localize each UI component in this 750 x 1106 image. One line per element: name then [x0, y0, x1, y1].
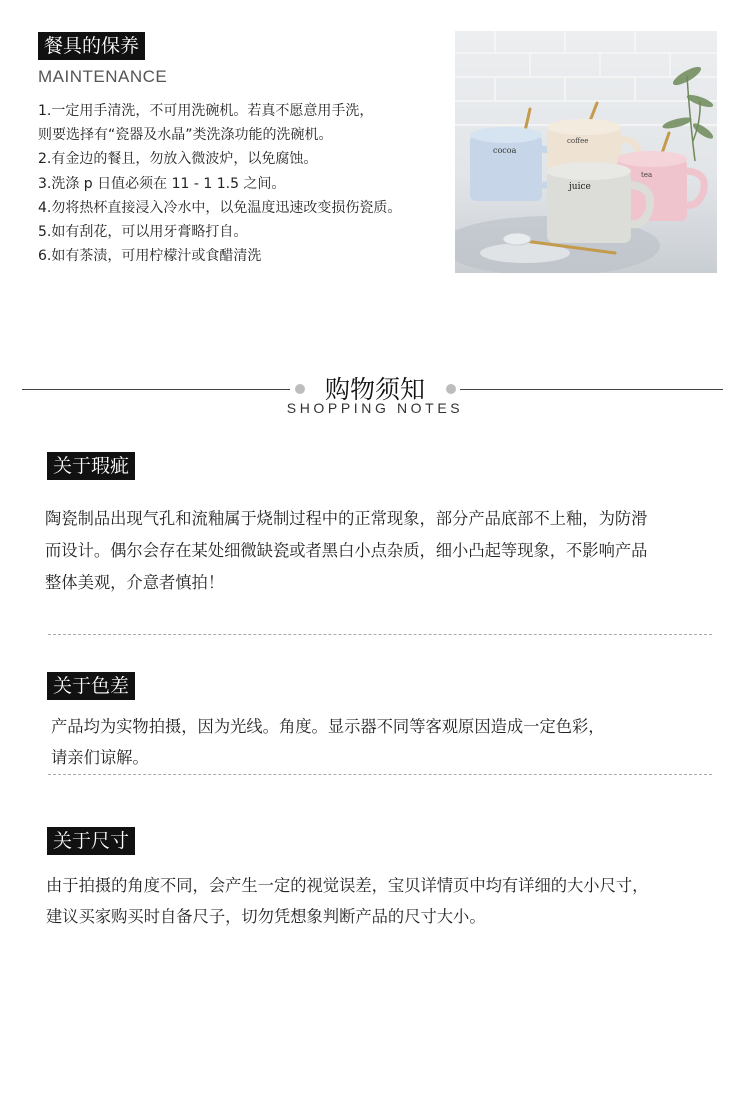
flaws-line: 而设计。偶尔会存在某处细微缺瓷或者黑白小点杂质，细小凸起等现象，不影响产品 — [45, 541, 648, 560]
maintenance-item: 4.勿将热杯直接浸入冷水中，以免温度迅速改变损伤瓷质。 — [38, 199, 402, 216]
maintenance-item: 5.如有刮花，可以用牙膏略打自。 — [38, 224, 248, 241]
flaws-title: 关于瑕疵 — [47, 452, 135, 480]
color-line: 产品均为实物拍摄，因为光线。角度。显示器不同等客观原因造成一定色彩， — [51, 717, 605, 736]
mug-label-juice: juice — [569, 182, 591, 192]
product-photo-mugs — [455, 31, 717, 273]
maintenance-subtitle: MAINTENANCE — [38, 67, 168, 86]
maintenance-item: 3.洗涤 p 日值必须在 11 - 1 1.5 之间。 — [38, 175, 286, 192]
mug-label-cocoa: cocoa — [493, 146, 517, 155]
size-line: 建议买家购买时自备尺子，切勿凭想象判断产品的尺寸大小。 — [46, 907, 486, 926]
flaws-line: 陶瓷制品出现气孔和流釉属于烧制过程中的正常现象，部分产品底部不上釉，为防滑 — [45, 509, 648, 528]
color-line: 请亲们谅解。 — [51, 748, 149, 767]
flaws-line: 整体美观，介意者慎拍！ — [45, 573, 225, 592]
divider-right — [460, 389, 723, 390]
maintenance-item: 2.有金边的餐且，勿放入微波炉，以免腐蚀。 — [38, 151, 318, 168]
maintenance-item: 6.如有茶渍，可用柠檬汁或食醋清洗 — [38, 248, 262, 265]
maintenance-item: 1.一定用手清洗，不可用洗碗机。若真不愿意用手洗， — [38, 103, 374, 119]
size-title: 关于尺寸 — [47, 827, 135, 855]
size-line: 由于拍摄的角度不同，会产生一定的视觉误差，宝贝详情页中均有详细的大小尺寸， — [46, 876, 649, 895]
maintenance-title: 餐具的保养 — [38, 32, 145, 60]
color-title: 关于色差 — [47, 672, 135, 700]
divider-dot-right — [446, 384, 456, 394]
dashed-divider — [48, 774, 712, 775]
maintenance-item: 则要选择有“瓷器及水晶”类洗涤功能的洗碗机。 — [38, 127, 333, 144]
shopping-notes-subtitle: SHOPPING NOTES — [286, 400, 464, 416]
mug-label-tea: tea — [641, 171, 653, 179]
maintenance-list — [38, 99, 401, 268]
shopping-notes-title: 购物须知 — [324, 375, 425, 404]
mug-label-coffee: coffee — [567, 137, 589, 145]
dashed-divider — [48, 634, 712, 635]
